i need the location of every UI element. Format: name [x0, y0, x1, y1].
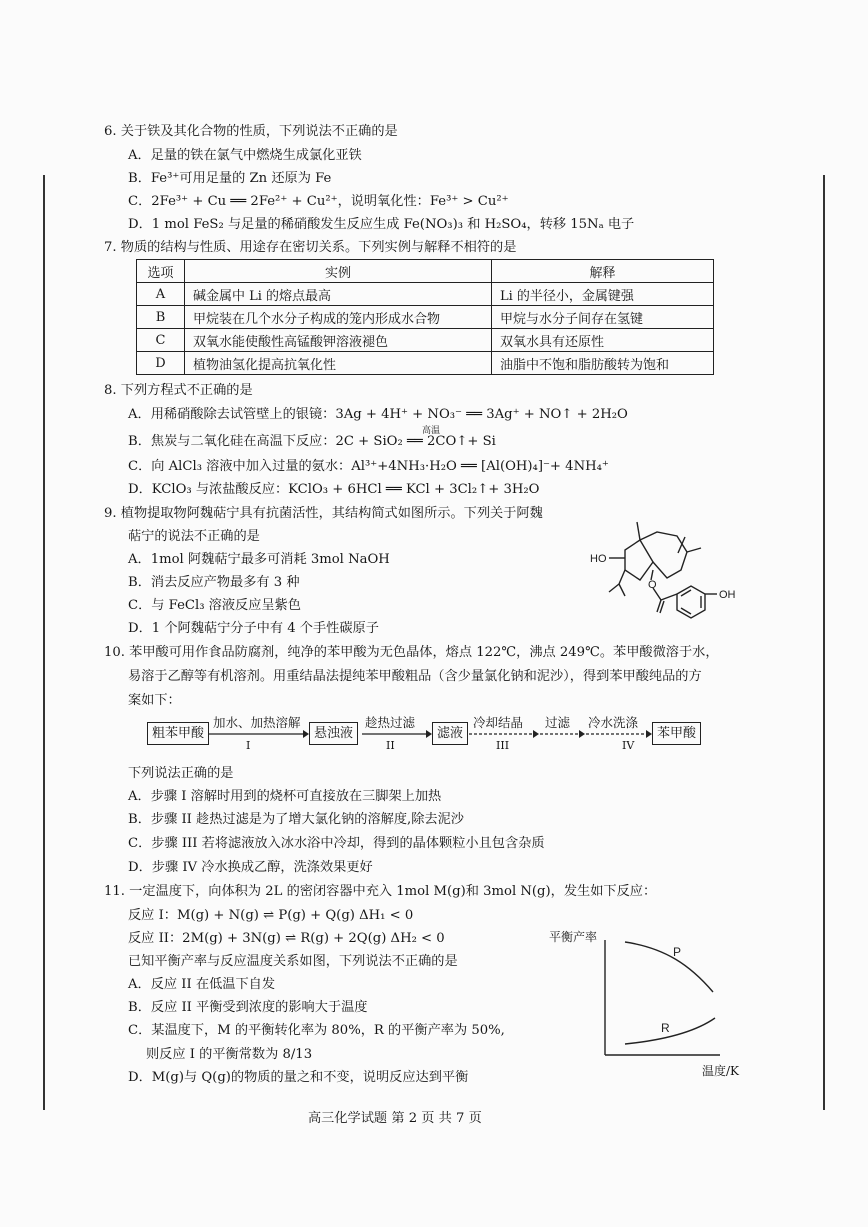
struct-oh-label: OH	[719, 589, 736, 601]
table-header-row	[137, 260, 714, 283]
q7-table	[136, 259, 714, 375]
flow-arrow-4	[540, 729, 585, 739]
q8-option-a: A．用稀硝酸除去试管壁上的银镜：3Ag + 4H⁺ + NO₃⁻ ══ 3Ag⁺ + NO↑ + 2H₂O	[128, 407, 628, 422]
flow-box-crude: 粗苯甲酸	[147, 722, 209, 745]
q8-option-d: D．KClO₃ 与浓盐酸反应：KClO₃ + 6HCl ══ KCl + 3Cl₂↑+ 3H₂O	[128, 482, 540, 497]
q10-ask: 下列说法正确的是	[128, 766, 234, 781]
table-cell: 油脂中不饱和脂肪酸转为饱和	[492, 352, 714, 375]
q11-option-c-line1: C．某温度下，M 的平衡转化率为 80%，R 的平衡产率为 50%,	[128, 1023, 505, 1038]
flow-roman-4: IV	[622, 739, 635, 752]
q8-option-b-condition: 高温	[422, 426, 441, 436]
q9-option-d: D．1 个阿魏萜宁分子中有 4 个手性碳原子	[128, 621, 379, 636]
flow-roman-3: III	[496, 739, 510, 752]
q11-reaction-1: 反应 I：M(g) + N(g) ⇌ P(g) + Q(g) ΔH₁ < 0	[128, 908, 414, 923]
flow-arrow-2	[362, 729, 432, 739]
graph-y-label: 平衡产率	[549, 930, 598, 944]
flow-step-2: 趁热过滤	[365, 715, 416, 730]
table-row	[137, 306, 714, 329]
ferutinin-structure	[585, 510, 765, 630]
q9-option-c: C．与 FeCl₃ 溶液反应呈紫色	[128, 598, 301, 613]
q10-option-d: D．步骤 IV 冷水换成乙醇，洗涤效果更好	[128, 860, 373, 875]
curve-r	[625, 1018, 715, 1044]
flow-roman-2: II	[386, 739, 395, 752]
table-cell: 甲烷装在几个水分子构成的笼内形成水合物	[185, 306, 492, 329]
table-row	[137, 352, 714, 375]
left-margin-line	[43, 175, 45, 1110]
flow-step-5: 冷水洗涤	[588, 715, 639, 730]
q8-option-b: B．焦炭与二氧化硅在高温下反应：2C + SiO₂ ══ 2CO↑+ Si	[128, 434, 496, 449]
q11-stem: 11. 一定温度下，向体积为 2L 的密闭容器中充入 1mol M(g)和 3mol N(g)，发生如下反应：	[104, 884, 657, 899]
table-cell: 碱金属中 Li 的熔点最高	[185, 283, 492, 306]
struct-ho-label: HO	[590, 553, 607, 565]
flow-box-benzoic-acid: 苯甲酸	[652, 722, 701, 745]
flow-step-4: 过滤	[545, 715, 571, 730]
yield-temperature-graph	[595, 940, 735, 1060]
right-margin-line	[823, 175, 825, 1110]
table-cell: D	[137, 352, 185, 375]
q11-option-d: D．M(g)与 Q(g)的物质的量之和不变，说明反应达到平衡	[128, 1070, 469, 1085]
table-cell: B	[137, 306, 185, 329]
struct-o-label: O	[648, 579, 657, 591]
table-cell: 植物油氢化提高抗氧化性	[185, 352, 492, 375]
flow-roman-1: I	[246, 739, 251, 752]
table-header-cell: 解释	[492, 260, 714, 283]
flow-step-1: 加水、加热溶解	[213, 715, 301, 730]
q10-stem-line1: 10. 苯甲酸可用作食品防腐剂，纯净的苯甲酸为无色晶体，熔点 122℃，沸点 249℃。苯甲酸微溶于水，	[104, 645, 719, 660]
q11-ask: 已知平衡产率与反应温度关系如图，下列说法不正确的是	[128, 954, 458, 969]
flow-arrow-1	[209, 729, 309, 739]
flow-arrow-3	[469, 729, 539, 739]
q11-reaction-2: 反应 II：2M(g) + 3N(g) ⇌ R(g) + 2Q(g) ΔH₂ < 0	[128, 931, 445, 946]
q9-stem-line2: 萜宁的说法不正确的是	[128, 529, 260, 544]
curve-r-label: R	[661, 1021, 670, 1035]
table-cell: Li 的半径小，金属键强	[492, 283, 714, 306]
q6-option-c: C．2Fe³⁺ + Cu ══ 2Fe²⁺ + Cu²⁺，说明氧化性：Fe³⁺ > Cu²⁺	[128, 194, 509, 209]
table-header-cell: 选项	[137, 260, 185, 283]
q10-option-b: B．步骤 II 趁热过滤是为了增大氯化钠的溶解度,除去泥沙	[128, 812, 464, 827]
q9-stem-line1: 9. 植物提取物阿魏萜宁具有抗菌活性，其结构简式如图所示。下列关于阿魏	[104, 506, 543, 521]
q6-option-d: D．1 mol FeS₂ 与足量的稀硝酸发生反应生成 Fe(NO₃)₃ 和 H₂SO₄，转移 15Nₐ 电子	[128, 217, 635, 232]
curve-p-label: P	[673, 945, 682, 959]
table-row	[137, 283, 714, 306]
q8-option-c: C．向 AlCl₃ 溶液中加入过量的氨水：Al³⁺+4NH₃·H₂O ══ [Al(OH)₄]⁻+ 4NH₄⁺	[128, 459, 609, 474]
flow-arrow-5	[586, 729, 652, 739]
q11-option-b: B．反应 II 平衡受到浓度的影响大于温度	[128, 1000, 368, 1015]
q6-stem: 6. 关于铁及其化合物的性质，下列说法不正确的是	[104, 124, 398, 139]
table-cell: 双氧水具有还原性	[492, 329, 714, 352]
table-cell: 双氧水能使酸性高锰酸钾溶液褪色	[185, 329, 492, 352]
q10-stem-line3: 案如下：	[128, 693, 181, 708]
flow-step-3: 冷却结晶	[473, 715, 524, 730]
table-cell: C	[137, 329, 185, 352]
q6-option-a: A．足量的铁在氯气中燃烧生成氯化亚铁	[128, 148, 362, 163]
table-cell: 甲烷与水分子间存在氢键	[492, 306, 714, 329]
q9-option-b: B．消去反应产物最多有 3 种	[128, 575, 300, 590]
q8-stem: 8. 下列方程式不正确的是	[104, 383, 253, 398]
curve-p	[625, 942, 713, 992]
table-cell: A	[137, 283, 185, 306]
flow-box-suspension: 悬浊液	[309, 722, 358, 745]
page-footer: 高三化学试题 第 2 页 共 7 页	[308, 1111, 482, 1126]
q10-stem-line2: 易溶于乙醇等有机溶剂。用重结晶法提纯苯甲酸粗品（含少量氯化钠和泥沙），得到苯甲酸纯品的方	[128, 669, 702, 684]
table-header-cell: 实例	[185, 260, 492, 283]
graph-x-label: 温度/K	[702, 1064, 740, 1078]
table-row	[137, 329, 714, 352]
q9-option-a: A．1mol 阿魏萜宁最多可消耗 3mol NaOH	[128, 552, 390, 567]
q10-option-a: A．步骤 I 溶解时用到的烧杯可直接放在三脚架上加热	[128, 789, 442, 804]
q6-option-b: B．Fe³⁺可用足量的 Zn 还原为 Fe	[128, 171, 332, 186]
flow-box-filtrate: 滤液	[432, 722, 468, 745]
q7-stem: 7. 物质的结构与性质、用途存在密切关系。下列实例与解释不相符的是	[104, 240, 517, 255]
q11-option-c-line2: 则反应 I 的平衡常数为 8/13	[146, 1047, 313, 1062]
q11-option-a: A．反应 II 在低温下自发	[128, 977, 276, 992]
q10-option-c: C．步骤 III 若将滤液放入冰水浴中冷却，得到的晶体颗粒小且包含杂质	[128, 836, 545, 851]
